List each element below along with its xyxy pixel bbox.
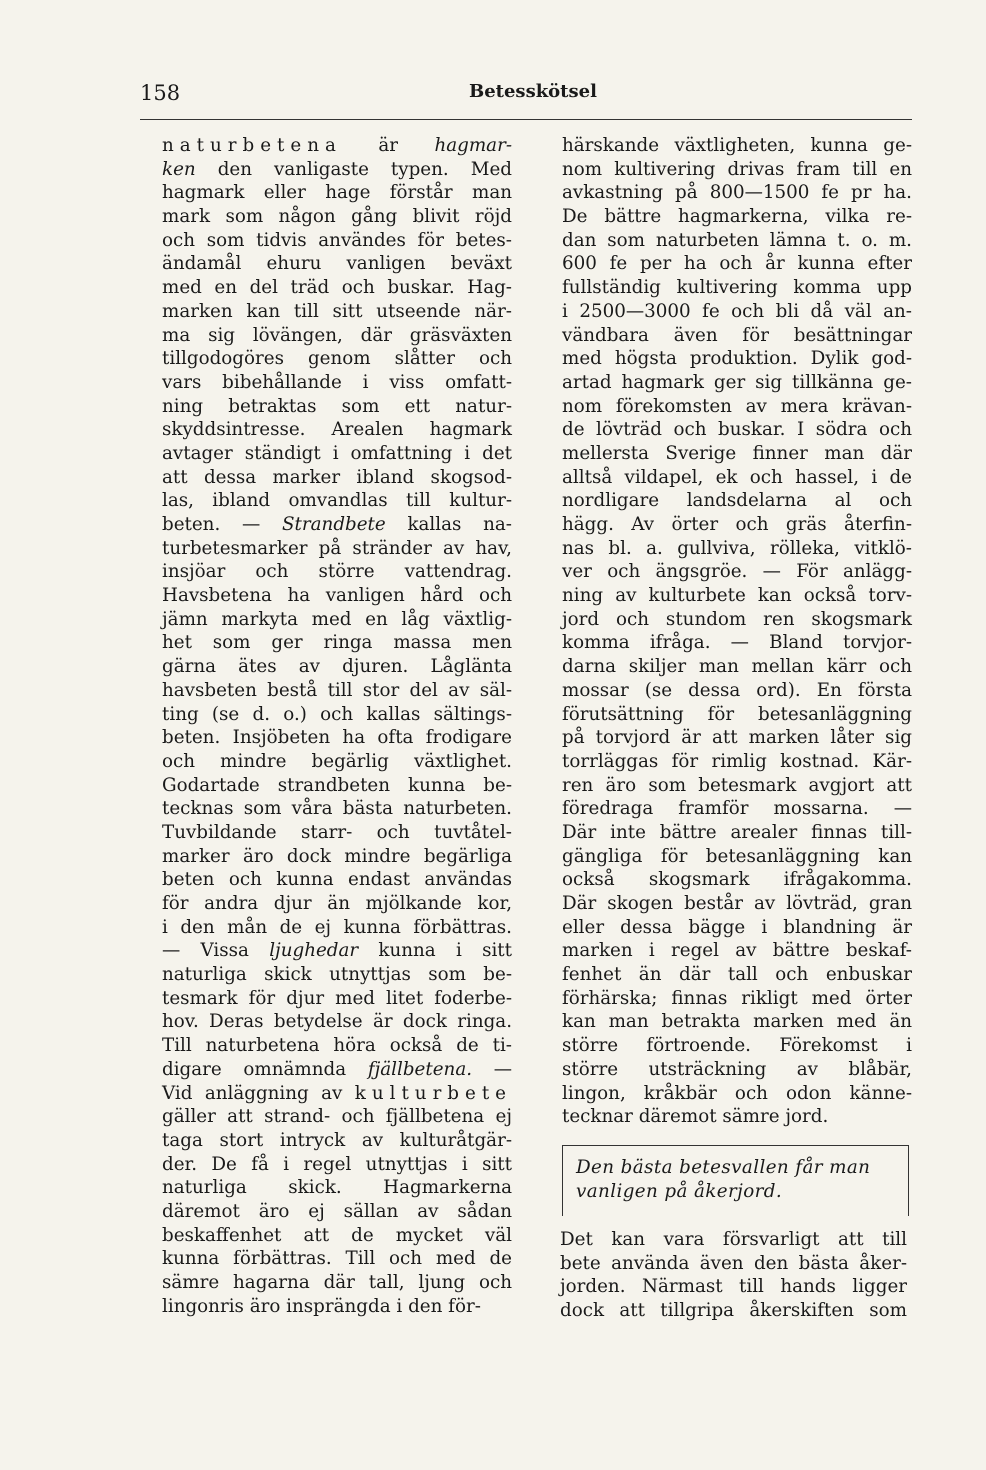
text-line: tecknas som våra bästa naturbeten.: [162, 798, 512, 820]
text-line: tecknar däremot sämre jord.: [562, 1106, 829, 1128]
text-line: Havsbetena ha vanligen hård och: [162, 585, 512, 607]
text-line: hagmark eller hage förstår man: [162, 182, 512, 204]
left-column: [162, 134, 512, 1318]
text-line: vändbara även för besättningar: [562, 324, 912, 346]
text-line: turbetesmarker på stränder av hav,: [162, 537, 512, 559]
text-line: marken kan till sitt utseende när-: [162, 300, 512, 322]
text-line: också skogsmark ifrågakomma.: [562, 869, 912, 891]
header-rule: [140, 119, 912, 120]
text-line: för andra djur än mjölkande kor,: [162, 893, 512, 914]
text-line: förhärska; finnas rikligt med örter: [562, 987, 912, 1009]
text-line: beten. Insjöbeten ha ofta frodigare: [162, 727, 512, 749]
italic-term: hagmar-: [434, 135, 512, 156]
text-line: komma ifråga. — Bland torvjor-: [562, 632, 912, 654]
text-line: beten. — Strandbete kallas na-: [162, 514, 512, 535]
text-line: ning av kulturbete kan också torv-: [562, 585, 912, 607]
text-line: i den mån de ej kunna förbättras.: [162, 916, 512, 938]
text-line: och mindre begärlig växtlighet.: [162, 750, 512, 772]
text-line: de lövträd och buskar. I södra och: [562, 419, 912, 441]
text-line: avtager ständigt i omfattning i det: [162, 442, 512, 464]
right-column: [562, 134, 912, 1129]
italic-term: ken: [162, 158, 196, 180]
text-line: ver och ängsgröe. — För anlägg-: [562, 561, 912, 583]
italic-term: Strandbete: [282, 514, 386, 535]
text-line: härskande växtligheten, kunna ge-: [562, 135, 912, 156]
text-line: gängliga för betesanläggning kan: [562, 845, 912, 867]
text-line: hägg. Av örter och gräs återfin-: [562, 514, 912, 535]
text-line: dan som naturbeten lämna t. o. m.: [562, 229, 912, 251]
text-line: nom förekomsten av mera krävan-: [562, 395, 912, 417]
text-line: beten och kunna endast användas: [162, 869, 512, 891]
italic-term: ljughedar: [269, 940, 359, 962]
text-line: der. De få i regel utnyttjas i sitt: [162, 1153, 512, 1175]
text-line: nas bl. a. gullviva, rölleka, vitklö-: [562, 537, 912, 559]
text-line: hov. Deras betydelse är dock ringa.: [162, 1011, 512, 1033]
text-line: i 2500—3000 fe och bli då väl an-: [562, 300, 912, 322]
text-line: Vid anläggning av kulturbete: [162, 1082, 512, 1104]
text-line: ning betraktas som ett natur-: [162, 395, 512, 417]
text-line: avkastning på 800—1500 fe pr ha.: [562, 182, 912, 204]
running-title: Betesskötsel: [469, 81, 597, 102]
text-line: sämre hagarna där tall, ljung och: [162, 1272, 512, 1293]
text-line: naturbetena är hagmar-: [162, 135, 512, 156]
notice-line: Den bästa betesvallen får man: [576, 1157, 871, 1178]
text-line: naturliga skick utnyttjas som be-: [162, 964, 512, 986]
text-line: digare omnämnda fjällbetena. —: [162, 1058, 513, 1080]
text-line: las, ibland omvandlas till kultur-: [162, 490, 512, 512]
text-line: dock att tillgripa åkerskiften som: [560, 1300, 907, 1322]
text-line: vars bibehållande i viss omfatt-: [162, 371, 512, 393]
text-line: fullständig kultivering komma upp: [562, 277, 912, 299]
text-line: med en del träd och buskar. Hag-: [162, 277, 512, 299]
text-line: föredraga framför mossarna. —: [562, 798, 912, 820]
notice-box: [562, 1145, 909, 1216]
text-line: jämn markyta med en låg växtlig-: [162, 608, 512, 630]
text-line: med högsta produktion. Dylik god-: [562, 348, 912, 370]
text-line: artad hagmark ger sig tillkänna ge-: [562, 371, 912, 393]
text-line: havsbeten bestå till stor del av säl-: [162, 679, 512, 701]
text-line: gärna ätes av djuren. Låglänta: [162, 656, 512, 678]
text-line: eller dessa bägge i blandning är: [562, 916, 912, 938]
text-line: skyddsintresse. Arealen hagmark: [162, 419, 512, 441]
text-line: förutsättning för betesanläggning: [562, 703, 912, 725]
text-line: lingon, kråkbär och odon känne-: [562, 1082, 912, 1104]
text-line: kan man betrakta marken med än: [562, 1011, 912, 1033]
text-line: De bättre hagmarkerna, vilka re-: [562, 206, 912, 228]
text-line: lingonris äro insprängda i den för-: [162, 1295, 481, 1317]
text-line: ren äro som betesmark avgjort att: [562, 774, 912, 796]
text-line: marken i regel av bättre beskaf-: [562, 940, 912, 962]
page-number: 158: [140, 81, 181, 105]
text-line: bete använda även den bästa åker-: [560, 1252, 907, 1274]
text-line: ändamål ehuru vanligen beväxt: [162, 253, 512, 275]
text-line: Godartade strandbeten kunna be-: [162, 774, 512, 796]
text-line: ma sig lövängen, där gräsväxten: [162, 324, 512, 346]
text-line: 600 fe per ha och år kunna efter: [562, 253, 912, 275]
text-line: Tuvbildande starr- och tuvtåtel-: [162, 821, 512, 843]
text-line: Där inte bättre arealer finnas till-: [562, 821, 912, 843]
spaced-term: kulturbete: [354, 1082, 512, 1104]
right-column-tail: [560, 1228, 907, 1323]
text-line: större förtroende. Förekomst i: [562, 1035, 912, 1057]
text-line: tesmark för djur med litet foderbe-: [162, 987, 512, 1009]
text-line: Till naturbetena höra också de ti-: [162, 1035, 512, 1057]
text-line: naturliga skick. Hagmarkerna: [162, 1177, 512, 1199]
text-line: jorden. Närmast till hands ligger: [560, 1276, 907, 1298]
text-line: mark som någon gång blivit röjd: [162, 206, 512, 228]
text-line: jord och stundom ren skogsmark: [562, 608, 912, 630]
text-line: het som ger ringa massa men: [162, 632, 512, 654]
notice-line: vanligen på åkerjord.: [576, 1181, 783, 1202]
text-line: tillgodogöres genom slåtter och: [162, 348, 512, 370]
text-line: nom kultivering drivas fram till en: [562, 158, 912, 180]
text-line: Det kan vara försvarligt att till: [560, 1229, 907, 1250]
text-line: Där skogen består av lövträd, gran: [562, 893, 912, 914]
text-line: — Vissa ljughedar kunna i sitt: [162, 940, 512, 962]
text-line: beskaffenhet att de mycket väl: [162, 1224, 512, 1246]
text-line: nordligare landsdelarna al och: [562, 490, 912, 512]
italic-term: fjällbetena.: [367, 1058, 473, 1080]
text-line: gäller att strand- och fjällbetena ej: [162, 1106, 512, 1128]
text-line: att dessa marker ibland skogsod-: [162, 466, 512, 488]
text-line: mossar (se dessa ord). En första: [562, 679, 912, 701]
text-line: mellersta Sverige finner man där: [562, 442, 912, 464]
spaced-term: naturbetena: [162, 135, 342, 156]
notice-text: [576, 1156, 870, 1204]
text-line: större utsträckning av blåbär,: [562, 1058, 912, 1080]
text-line: fenhet än där tall och enbuskar: [562, 964, 912, 986]
text-line: taga stort intryck av kulturåtgär-: [162, 1129, 512, 1151]
text-line: alltså vildapel, ek och hassel, i de: [562, 466, 912, 488]
text-line: insjöar och större vattendrag.: [162, 561, 512, 583]
text-line: torrläggas för rimlig kostnad. Kär-: [562, 750, 912, 772]
text-line: däremot äro ej sällan av sådan: [162, 1200, 512, 1222]
text-line: ken den vanligaste typen. Med: [162, 158, 512, 180]
text-line: darna skiljer man mellan kärr och: [562, 656, 912, 678]
text-line: på torvjord är att marken låter sig: [562, 727, 912, 749]
text-line: kunna förbättras. Till och med de: [162, 1248, 512, 1270]
text-line: och som tidvis användes för betes-: [162, 229, 512, 251]
text-line: marker äro dock mindre begärliga: [162, 845, 512, 867]
text-line: ting (se d. o.) och kallas sältings-: [162, 703, 512, 725]
